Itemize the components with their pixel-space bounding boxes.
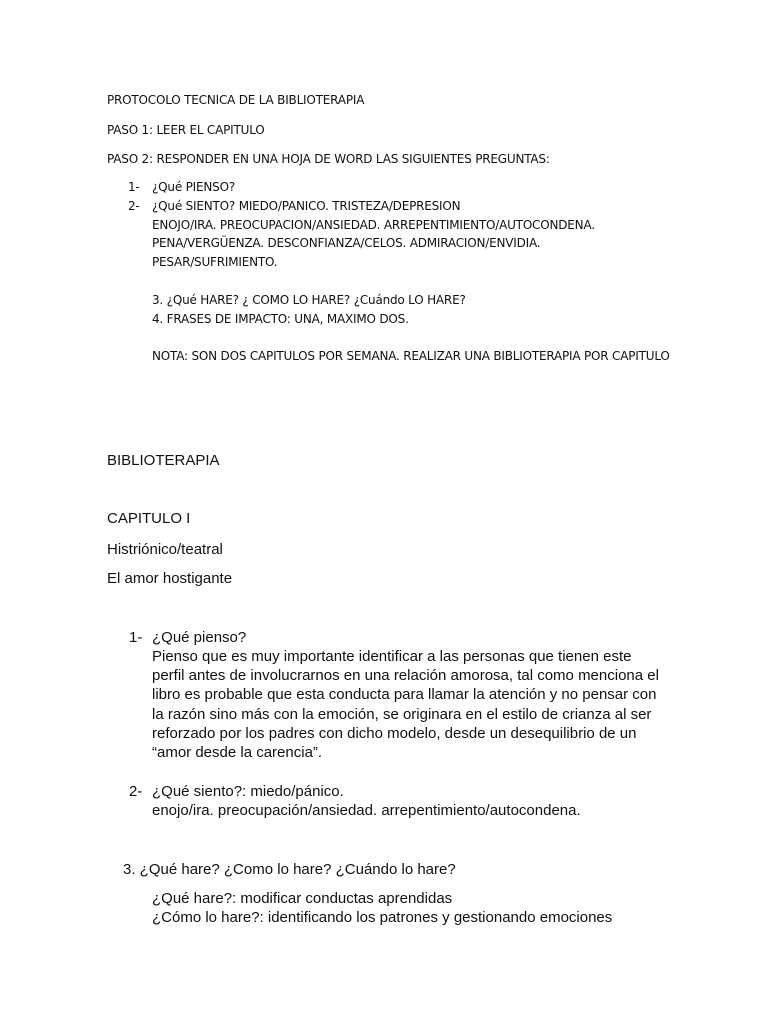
- protocol-question-1-number: 1-: [128, 180, 140, 194]
- answer-2-line: enojo/ira. preocupación/ansiedad. arrepentimiento/autocondena.: [152, 802, 581, 819]
- answer-3-heading: 3. ¿Qué hare? ¿Como lo hare? ¿Cuándo lo hare?: [123, 861, 456, 878]
- chapter-heading: CAPITULO I: [107, 510, 191, 527]
- protocol-question-2-line: PESAR/SUFRIMIENTO.: [152, 255, 278, 269]
- answer-1-line: reforzado por los padres con dicho modelo, desde un desequilibrio de un: [152, 725, 637, 742]
- answer-1-line: la razón sino más con la emoción, se originara en el estilo de crianza al ser: [152, 706, 652, 723]
- answer-1-line: Pienso que es muy importante identificar a las personas que tienen este: [152, 648, 632, 665]
- protocol-question-2-line: ¿Qué SIENTO? MIEDO/PANICO. TRISTEZA/DEPRESION: [152, 199, 461, 213]
- answer-1-question: ¿Qué pienso?: [152, 629, 247, 646]
- protocol-question-2-line: ENOJO/IRA. PREOCUPACION/ANSIEDAD. ARREPENTIMIENTO/AUTOCONDENA.: [152, 218, 595, 232]
- protocol-step-1: PASO 1: LEER EL CAPITULO: [107, 123, 265, 137]
- protocol-question-2-line: PENA/VERGÜENZA. DESCONFIANZA/CELOS. ADMIRACION/ENVIDIA.: [152, 236, 541, 250]
- answer-1-number: 1-: [129, 629, 143, 646]
- answer-3-line: ¿Qué hare?: modificar conductas aprendidas: [152, 890, 453, 907]
- protocol-question-1: ¿Qué PIENSO?: [152, 180, 235, 194]
- answer-2-line: ¿Qué siento?: miedo/pánico.: [152, 783, 344, 800]
- answer-3-line: ¿Cómo lo hare?: identificando los patrones y gestionando emociones: [152, 909, 613, 926]
- answer-1-line: “amor desde la carencia”.: [152, 744, 323, 761]
- protocol-title: PROTOCOLO TECNICA DE LA BIBLIOTERAPIA: [107, 93, 365, 107]
- protocol-question-3: 3. ¿Qué HARE? ¿ COMO LO HARE? ¿Cuándo LO HARE?: [152, 293, 466, 307]
- answer-1-line: perfil antes de involucrarnos en una relación amorosa, tal como menciona el: [152, 667, 659, 684]
- answer-2-number: 2-: [129, 783, 143, 800]
- protocol-note: NOTA: SON DOS CAPITULOS POR SEMANA. REALIZAR UNA BIBLIOTERAPIA POR CAPITULO: [152, 349, 670, 363]
- section-heading: BIBLIOTERAPIA: [107, 452, 220, 469]
- chapter-type: Histriónico/teatral: [107, 541, 223, 558]
- protocol-question-2-number: 2-: [128, 199, 140, 213]
- chapter-subtitle: El amor hostigante: [107, 570, 233, 587]
- answer-1-line: libro es probable que esta conducta para llamar la atención y no pensar con: [152, 686, 657, 703]
- protocol-step-2: PASO 2: RESPONDER EN UNA HOJA DE WORD LAS SIGUIENTES PREGUNTAS:: [107, 152, 550, 166]
- protocol-question-4: 4. FRASES DE IMPACTO: UNA, MAXIMO DOS.: [152, 312, 409, 326]
